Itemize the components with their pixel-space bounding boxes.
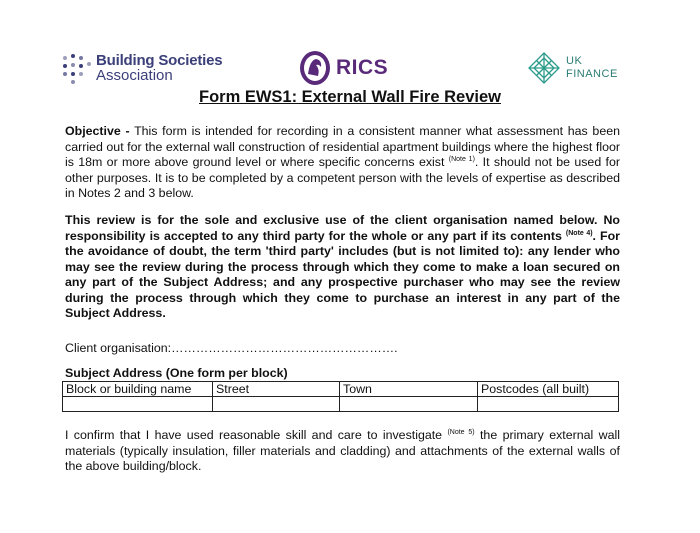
confirmation-text-a: I confirm that I have used reasonable skill and care to investigate	[65, 428, 448, 442]
confirmation-paragraph	[65, 428, 620, 475]
note-1-ref: (Note 1)	[448, 156, 475, 163]
client-organisation-field[interactable]: Client organisation:……………………………………………….	[65, 341, 398, 355]
uk-finance-line2: FINANCE	[566, 68, 618, 80]
column-header-town: Town	[340, 382, 478, 397]
bsa-name-line1: Building Societies	[96, 52, 223, 69]
subject-address-table	[62, 381, 619, 412]
form-title: Form EWS1: External Wall Fire Review	[199, 88, 501, 106]
column-header-street: Street	[213, 382, 340, 397]
column-header-block: Block or building name	[63, 382, 213, 397]
rics-logo	[298, 50, 388, 86]
rics-wordmark: RICS	[336, 56, 389, 79]
street-cell[interactable]	[213, 397, 340, 412]
disclaimer-text-a: This review is for the sole and exclusive use of the client organisation named below. No responsibility is accepted to any third party for the whole or any part if its contents	[65, 213, 620, 243]
uk-finance-line1: UK	[566, 55, 583, 67]
note-4-ref: (Note 4)	[565, 229, 593, 237]
table-row	[63, 397, 619, 412]
disclaimer-text-b: . For the avoidance of doubt, the term 'third party' includes (but is not limited to): any lender who may see the review during the process through which they come to make a loan secured on any part of the Subject Address; and any prospective purchaser who may see the review during the process through which they come to purchase an interest in any part of the Subject Address.	[65, 228, 620, 320]
disclaimer-paragraph	[65, 213, 620, 322]
uk-finance-logo	[528, 52, 618, 84]
note-5-ref: (Note 5)	[447, 429, 475, 436]
bsa-dots-icon	[63, 54, 91, 82]
block-name-cell[interactable]	[63, 397, 213, 412]
objective-label: Objective -	[65, 124, 130, 138]
table-header-row	[63, 382, 619, 397]
objective-paragraph	[65, 124, 620, 202]
town-cell[interactable]	[340, 397, 478, 412]
column-header-postcodes: Postcodes (all built)	[478, 382, 619, 397]
uk-finance-mark-icon	[528, 52, 560, 84]
bsa-name-line2: Association	[96, 67, 173, 84]
rics-lion-icon	[298, 50, 332, 86]
objective-text-b: . It should not be used for other purposes. It is to be completed by a competent person with the levels of expertise as described in Notes 2 and 3 below.	[65, 155, 620, 200]
objective-text-a: This form is intended for recording in a consistent manner what assessment has been carried out for the external wall construction of residential apartment buildings where the highest floor is 18m or more above ground level or where specific concerns exist	[65, 124, 620, 169]
postcodes-cell[interactable]	[478, 397, 619, 412]
logo-bar	[60, 50, 625, 90]
subject-address-heading: Subject Address (One form per block)	[65, 366, 288, 380]
bsa-logo	[63, 53, 222, 83]
confirmation-text-b: the primary external wall materials (typically insulation, filler materials and cladding) and attachments of the external walls of the above building/block.	[65, 428, 620, 473]
